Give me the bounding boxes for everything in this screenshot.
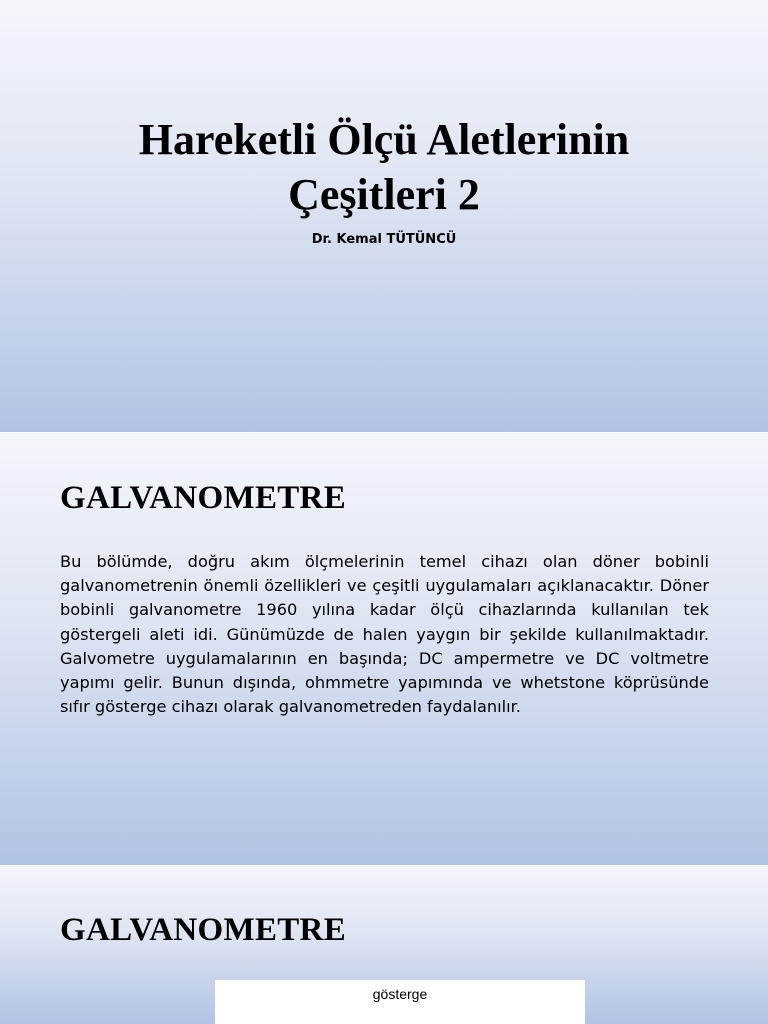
slide-galvanometre-figure [0,866,768,1024]
slide-title-heading [0,112,768,222]
dial-illustration [215,980,585,1024]
galvanometer-diagram [215,980,585,1024]
slide-heading: GALVANOMETRE [60,480,347,516]
slide-heading: GALVANOMETRE [60,912,347,948]
title-line-1: Hareketli Ölçü Aletlerinin [138,115,630,164]
slide-title [0,0,768,432]
slide-galvanometre-text [0,433,768,865]
slide-body-paragraph: Bu bölümde, doğru akım ölçmelerinin temel cihazı olan döner bobinli galvanometrenin önemli özellikleri ve çeşitli uygulamaları açıklanacaktır. Döner bobinli galvanometre 1960 yılına kadar ölçü cihazlarında kullanılan tek göstergeli aleti idi. Günümüzde de halen yaygın bir şekilde kullanılmaktadır. Galvometre uygulamalarının en başında; DC ampermetre ve DC voltmetre yapımı gelir. Bunun dışında, ohmmetre yapımında ve whetstone köprüsünde sıfır gösterge cihazı olarak galvanometreden faydalanılır. [60,552,709,717]
author-name: Dr. Kemal TÜTÜNCÜ [311,232,457,247]
figure-label-gosterge: gösterge [372,986,428,1002]
title-line-2: Çeşitleri 2 [288,170,480,219]
